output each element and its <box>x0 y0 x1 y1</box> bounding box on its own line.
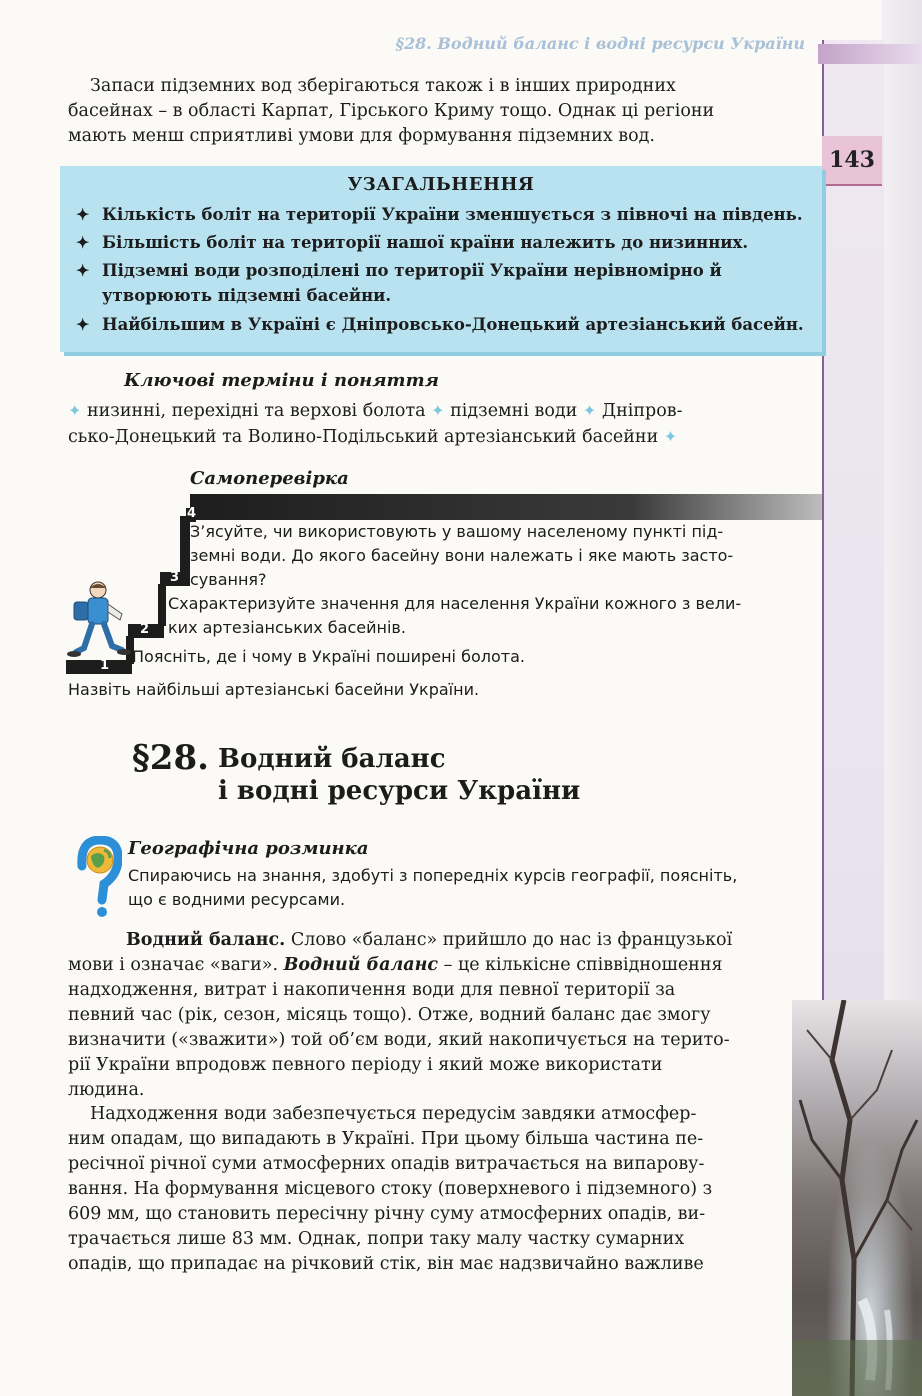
sparkle-bullet-icon: ✦ <box>76 205 90 224</box>
key-terms-heading: Ключові терміни і поняття <box>124 370 439 391</box>
key-terms-line: ✦ низинні, перехідні та верхові болота ✦ підземні води ✦ Дніпров- <box>68 401 683 421</box>
stair-step: 3 <box>160 572 190 586</box>
sparkle-icon: ✦ <box>68 401 82 420</box>
self-check-question: Поясніть, де і чому в Україні поширені болота. <box>132 647 525 666</box>
self-check-bar <box>190 494 822 520</box>
stair-step: 4 <box>187 506 197 521</box>
body-paragraph-2: Надходження води забезпечується передусім завдяки атмосфер- ним опадам, що випадають в Україні. При цьому більша частина пе- ресічної річної суми атмосферних опадів витрачається на випарову- вання. На формування місцевого стоку (поверхневого і підземного) з 609 мм, що становить пересічну річну суму атмосферних опадів, ви- трачається лише 83 мм. Однак, попри таку малу частку сумарних опадів, що припадає на річковий стік, він має надзвичайно важливе <box>68 1104 713 1274</box>
sparkle-icon: ✦ <box>663 427 678 446</box>
section-title-line2: і водні ресурси України <box>218 776 581 806</box>
self-check-question: Схарактеризуйте значення для населення України кожного з вели- ких артезіанських басейнів. <box>168 594 742 637</box>
tree-branches-illustration <box>792 1000 922 1396</box>
warmup-heading: Географічна розминка <box>128 838 369 859</box>
running-header: §28. Водний баланс і водні ресурси України <box>395 34 805 53</box>
sparkle-bullet-icon: ✦ <box>76 233 90 252</box>
page-number: 143 <box>829 147 875 173</box>
stair-riser <box>158 584 166 626</box>
summary-item: ✦ Більшість боліт на території нашої країни належить до низинних. <box>76 230 814 255</box>
globe-question-icon <box>76 836 122 918</box>
margin-strip-top <box>818 44 922 64</box>
key-terms-list <box>68 398 808 450</box>
term-water-balance-italic: Водний баланс <box>283 955 439 975</box>
stair-step: 2 <box>128 624 164 638</box>
term-water-balance: Водний баланс. <box>126 930 286 950</box>
intro-line: басейнах – в області Карпат, Гірського Криму тощо. Однак ці регіони <box>68 101 715 121</box>
waterfall-photo <box>792 1000 922 1396</box>
sparkle-icon: ✦ <box>431 401 445 420</box>
intro-paragraph <box>68 74 800 149</box>
sparkle-bullet-icon: ✦ <box>76 315 90 334</box>
key-terms-line: сько-Донецький та Волино-Подільський артезіанський басейни ✦ <box>68 427 678 447</box>
summary-item: ✦ Підземні води розподілені по території України нерівномірно й утворюють підземні басейни. <box>76 258 814 308</box>
sparkle-bullet-icon: ✦ <box>76 261 90 280</box>
page-number-tab <box>822 136 882 186</box>
self-check-question: Назвіть найбільші артезіанські басейни України. <box>68 680 480 699</box>
walking-student-icon <box>64 580 134 662</box>
self-check-heading: Самоперевірка <box>190 468 349 489</box>
self-check-question: З’ясуйте, чи використовують у вашому населеному пункті під- земні води. До якого басейну вони належать і яке мають засто- сування? <box>190 522 734 589</box>
summary-title: УЗАГАЛЬНЕННЯ <box>347 174 535 195</box>
intro-line: мають менш сприятливі умови для формування підземних вод. <box>68 126 655 146</box>
summary-box <box>60 166 822 352</box>
sparkle-icon: ✦ <box>582 401 597 420</box>
stair-step: 1 <box>66 660 132 674</box>
section-title-line1: Водний баланс <box>218 744 446 774</box>
section-number: §28. <box>132 738 209 778</box>
summary-item: ✦ Кількість боліт на території України зменшується з півночі на південь. <box>76 202 814 227</box>
warmup-question: Спираючись на знання, здобуті з попередніх курсів географії, поясніть, що є водними ресурсами. <box>128 866 738 909</box>
summary-item: ✦ Найбільшим в Україні є Дніпровсько-Донецький артезіанський басейн. <box>76 312 814 337</box>
body-paragraph-1: Водний баланс. Слово «баланс» прийшло до нас із французької мови і означає «ваги». Водний баланс – це кількісне співвідношення надходження, витрат і накопичення води для певної території за певний час (рік, сезон, місяць тощо). Отже, водний баланс дає змогу визначити («зважити») той об’єм води, який накопичується на терито- рії України впродовж певного періоду і який може використати людина. <box>68 930 733 1100</box>
intro-line: Запаси підземних вод зберігаються також і в інших природних <box>90 76 676 96</box>
stair-riser <box>180 516 190 578</box>
